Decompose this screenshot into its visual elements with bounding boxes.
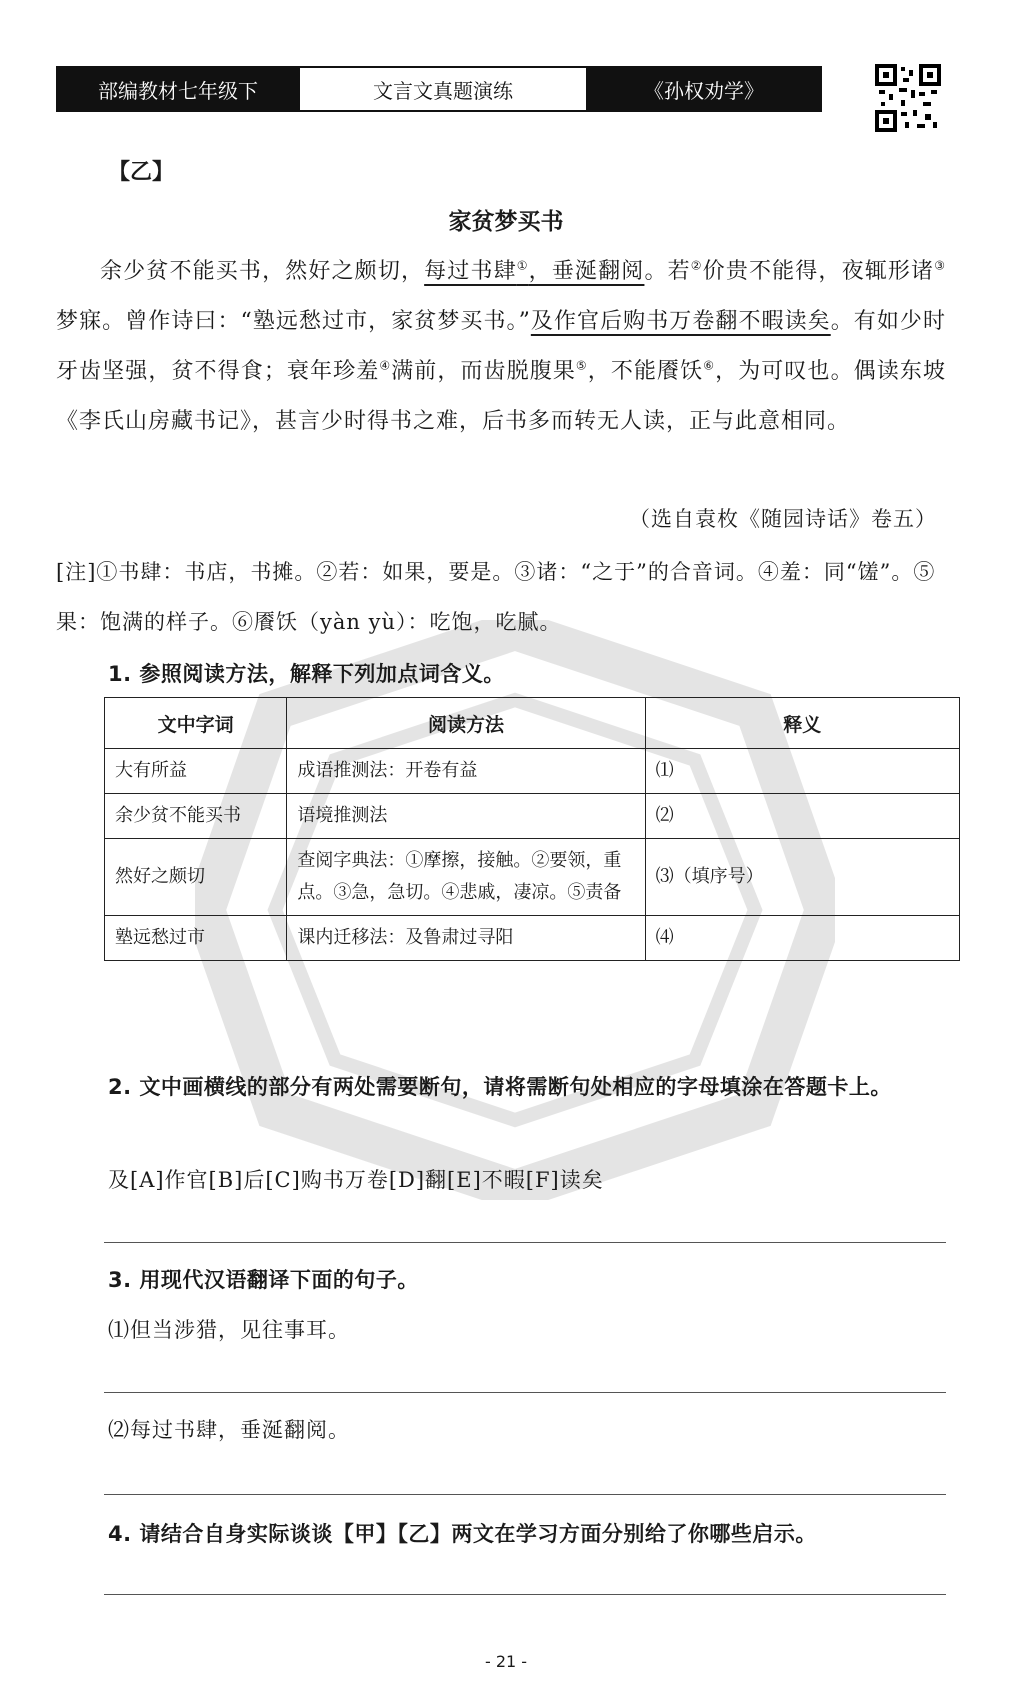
passage-title: 家贫梦买书 bbox=[448, 209, 564, 235]
col-header: 文中字词 bbox=[105, 698, 287, 749]
source-citation: （选自袁枚《随园诗话》卷五） bbox=[629, 507, 937, 531]
cell-word: 余少贫不能买书 bbox=[105, 794, 287, 839]
cell-answer[interactable]: ⑴ bbox=[645, 749, 959, 794]
header-bar bbox=[56, 66, 822, 112]
col-header: 释义 bbox=[645, 698, 959, 749]
note-marker: ③ bbox=[934, 258, 946, 273]
note-marker: ② bbox=[690, 258, 703, 273]
question-4-heading: 4. 请结合自身实际谈谈【甲】【乙】两文在学习方面分别给了你哪些启示。 bbox=[108, 1522, 817, 1546]
note-marker: ④ bbox=[379, 358, 392, 373]
cell-word: 大有所益 bbox=[105, 749, 287, 794]
note-marker: ⑥ bbox=[703, 358, 716, 373]
cell-word: 塾远愁过市 bbox=[105, 916, 287, 961]
note-marker: ① bbox=[516, 258, 529, 273]
cell-method: 查阅字典法：①摩擦，接触。②要领，重点。③急，急切。④悲戚，凄凉。⑤责备 bbox=[287, 839, 645, 916]
col-header: 阅读方法 bbox=[287, 698, 645, 749]
passage-seg: 梦寐。曾作诗曰：“塾远愁过市，家贫梦买书。” bbox=[56, 309, 531, 334]
cell-word: 然好之颇切 bbox=[105, 839, 287, 916]
cell-method: 成语推测法：开卷有益 bbox=[287, 749, 645, 794]
passage-seg: 余少贫不能买书，然好之颇切， bbox=[100, 259, 425, 284]
answer-line[interactable] bbox=[104, 1392, 946, 1393]
passage-seg: 每过书肆 bbox=[424, 259, 517, 284]
passage-text bbox=[56, 247, 946, 447]
table-row bbox=[105, 839, 960, 916]
answer-line[interactable] bbox=[104, 1494, 946, 1495]
cell-answer[interactable]: ⑶（填序号） bbox=[645, 839, 959, 916]
cell-method: 语境推测法 bbox=[287, 794, 645, 839]
cell-answer[interactable]: ⑵ bbox=[645, 794, 959, 839]
underlined-phrase-2: 及作官后购书万卷翻不暇读矣 bbox=[530, 309, 831, 334]
question-3-item-1: ⑴但当涉猎，见往事耳。 bbox=[108, 1318, 350, 1342]
table-row bbox=[105, 794, 960, 839]
word-meaning-table bbox=[104, 697, 960, 961]
passage-seg: 价贵不能得，夜辄形诸 bbox=[702, 259, 935, 284]
note-marker: ⑤ bbox=[575, 358, 588, 373]
table-header-row bbox=[105, 698, 960, 749]
header-type: 文言文真题演练 bbox=[298, 68, 588, 110]
cell-method: 课内迁移法：及鲁肃过寻阳 bbox=[287, 916, 645, 961]
passage-seg: 。若 bbox=[644, 259, 691, 284]
passage-seg: ，垂涎翻阅 bbox=[528, 259, 645, 284]
question-3-item-2: ⑵每过书肆，垂涎翻阅。 bbox=[108, 1418, 350, 1442]
header-grade: 部编教材七年级下 bbox=[58, 68, 298, 110]
qr-code-icon bbox=[875, 64, 941, 132]
question-3-heading: 3. 用现代汉语翻译下面的句子。 bbox=[108, 1268, 419, 1292]
question-1-heading: 1. 参照阅读方法，解释下列加点词含义。 bbox=[108, 662, 505, 686]
cell-answer[interactable]: ⑷ bbox=[645, 916, 959, 961]
answer-line[interactable] bbox=[104, 1242, 946, 1243]
annotation-notes: [注]①书肆：书店，书摊。②若：如果，要是。③诸：“之于”的合音词。④羞：同“馐”。⑤果：饱满的样子。⑥餍饫（yàn yù）：吃饱，吃腻。 bbox=[56, 560, 936, 634]
passage-seg: ，为可叹也。偶读东坡《李氏山房藏书记》，甚言少时得书之难，后书多而转无人读，正与此意相同。 bbox=[56, 359, 946, 434]
table-row bbox=[105, 916, 960, 961]
table-row bbox=[105, 749, 960, 794]
section-label: 【乙】 bbox=[108, 160, 175, 185]
passage-seg: ，不能餍饫 bbox=[587, 359, 704, 384]
header-lesson: 《孙权劝学》 bbox=[588, 68, 820, 110]
answer-line[interactable] bbox=[104, 1594, 946, 1595]
question-2-heading: 2. 文中画横线的部分有两处需要断句，请将需断句处相应的字母填涂在答题卡上。 bbox=[108, 1075, 892, 1099]
passage-seg: 满前，而齿脱腹果 bbox=[391, 359, 576, 384]
underlined-phrase-1 bbox=[424, 259, 644, 284]
passage-seg: 。有如少时牙齿坚强，贫不得食；衰年珍羞 bbox=[56, 309, 946, 384]
question-2-options: 及[A]作官[B]后[C]购书万卷[D]翻[E]不暇[F]读矣 bbox=[108, 1168, 604, 1192]
page-number: - 21 - bbox=[484, 1652, 528, 1671]
